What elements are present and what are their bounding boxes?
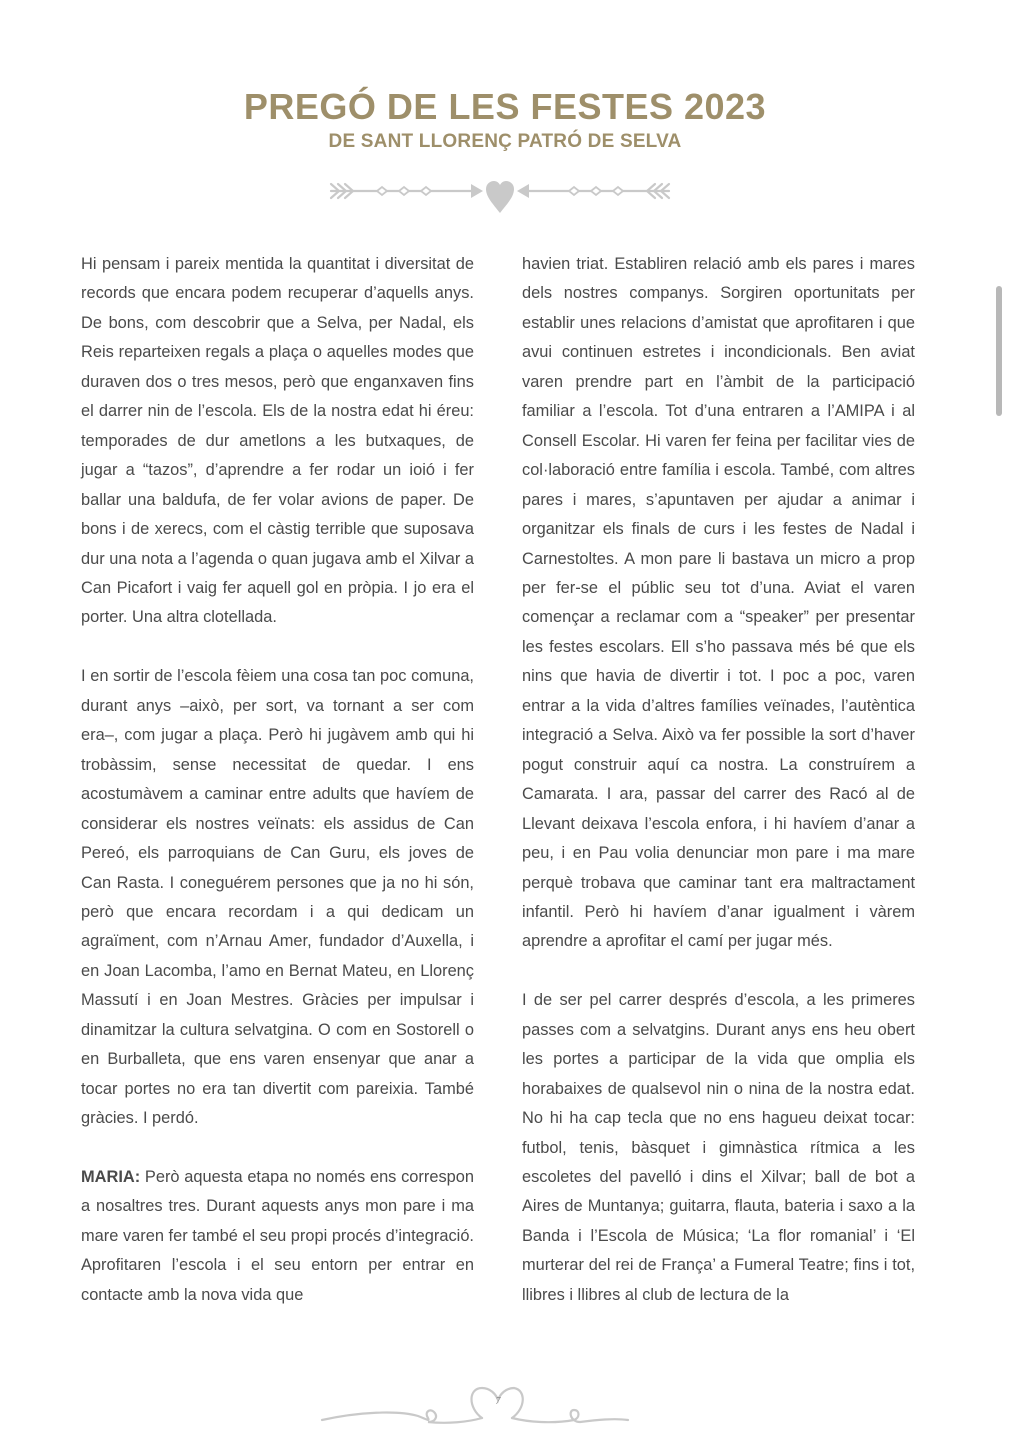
page-title: PREGÓ DE LES FESTES 2023 bbox=[243, 86, 767, 127]
paragraph: Hi pensam i pareix mentida la quantitat i diversitat de records que encara podem recuperar d’aquells anys. De bons, com descobrir que a Selva, per Nadal, els Reis reparteixen regals a plaça o aquelles modes que duraven dos o tres mesos, però que enganxaven fins el darrer nin de l’escola. Els de la nostra edat hi éreu: temporades de dur ametlons a les butxaques, de jugar a “tazos”, d’aprendre a fer rodar un ioió i fer ballar una baldufa, de fer volar avions de paper. De bons i de xerecs, com el càstig terrible que suposava dur una nota a l’agenda o quan jugava amb el Xilvar a Can Picafort i vaig fer aquell gol en pròpia. I jo era el porter. Una altra clotellada. bbox=[81, 255, 474, 627]
paragraph: havien triat. Establiren relació amb els pares i mares dels nostres companys. Sorgiren oportunitats per establir unes relacions d’amistat que aprofitaren i que avui continuen estretes i incondicionals. Ben aviat varen prendre part en l’àmbit de la participació familiar a l’escola. Tot d’una entraren a l’AMIPA i al Consell Escolar. Hi varen fer feina per facilitar vies de col·laboració entre família i escola. També, com altres pares i mares, s’apuntaven per ajudar a animar i organitzar els finals de curs i les festes de Nadal i Carnestoltes. A mon pare li bastava un micro a prop per fer-se el públic seu tot d’una. Aviat el varen començar a reclamar com a “speaker” per presentar les festes escolars. Ell s’ho passava més bé que els nins que havia de divertir i tot. I poc a poc, varen entrar a la vida d’altres famílies veïnades, l’autèntica integració a Selva. Això va fer possible la sort d’haver pogut construir aquí ca nostra. La construírem a Camarata. I ara, passar del carrer des Racó al de Llevant deixava l’escola enfora, i hi havíem d’anar a peu, i en Pau volia denunciar mon pare i ma mare perquè trobava que caminar tant era maltractament infantil. Però hi havíem d’anar igualment i vàrem aprendre a aprofitar el camí per jugar més. bbox=[522, 255, 915, 951]
speaker-label: MARIA: bbox=[81, 1168, 141, 1187]
arrows-heart-divider-icon bbox=[325, 172, 675, 218]
scrollbar-thumb[interactable] bbox=[996, 286, 1002, 416]
page-number: 7 bbox=[495, 1396, 501, 1407]
paragraph: I de ser pel carrer després d’escola, a les primeres passes com a selvatgins. Durant anys ens heu obert les portes a participar de la vida que omplia els horabaixes de qualsevol nin o nina de la nostra edat. No hi ha cap tecla que no ens hagueu deixat tocar: futbol, tenis, bàsquet i gimnàstica rítmica a les escoletes del pavelló i dins el Xilvar; ball de bot a Aires de Muntanya; guitarra, flauta, bateria i saxo a la Banda i l’Escola de Música; ‘La flor romanial’ i ‘El murterar del rei de França’ a Fumeral Teatre; fins i tot, llibres i llibres al club de lectura de la bbox=[522, 991, 915, 1304]
left-text-column bbox=[81, 250, 474, 1310]
right-text-column bbox=[522, 250, 915, 1310]
page-subtitle: DE SANT LLORENÇ PATRÓ DE SELVA bbox=[328, 131, 682, 152]
heart-swirl-ornament-icon bbox=[318, 1378, 632, 1430]
speaker-paragraph-text: Però aquesta etapa no només ens correspon a nosaltres tres. Durant aquests anys mon pare i ma mare varen fer també el seu propi procés d’integració. Aprofitaren l’escola i el seu entorn per entrar en contacte amb la nova vida que bbox=[81, 1168, 474, 1304]
speaker-paragraph bbox=[81, 1163, 474, 1310]
paragraph: I en sortir de l’escola fèiem una cosa tan poc comuna, durant anys –això, per sort, va tornant a ser com era–, com jugar a plaça. Però hi jugàvem amb qui hi trobàssim, sense necessitat de quedar. I ens acostumàvem a caminar entre adults que havíem de considerar els nostres veïnats: els assidus de Can Pereó, els parroquians de Can Guru, els joves de Can Rasta. I coneguérem persones que ja no hi són, però que encara recordam i a qui dedicam un agraïment, com n’Arnau Amer, fundador d’Auxella, i en Joan Lacomba, l’amo en Bernat Mateu, en Llorenç Massutí i en Joan Mestres. Gràcies per impulsar i dinamitzar la cultura selvatgina. O com en Sostorell o en Burballeta, que ens varen ensenyar que anar a tocar portes no era tan divertit com pareixia. També gràcies. I perdó. bbox=[81, 667, 474, 1128]
